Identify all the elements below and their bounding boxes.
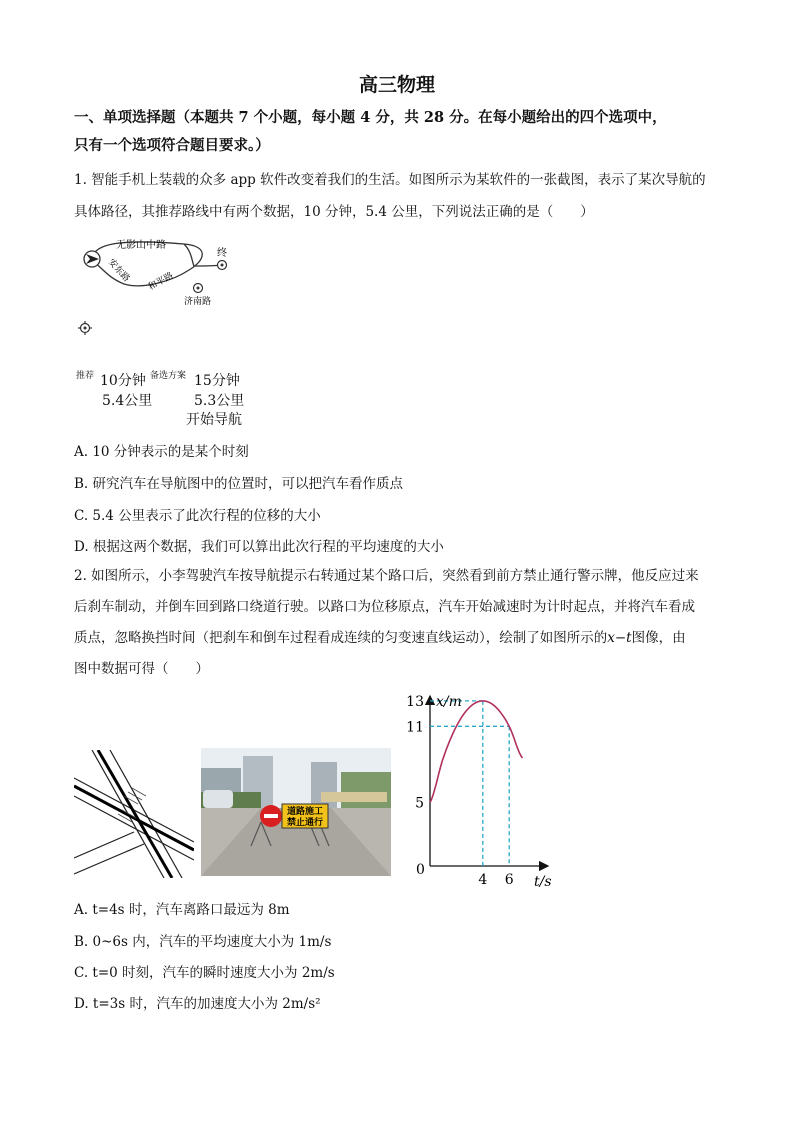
x-tick-label-1: 6 bbox=[504, 872, 514, 888]
y-tick-label-1: 11 bbox=[406, 719, 424, 736]
q2-stem-line3-tail: 图像，由 bbox=[631, 630, 686, 646]
locate-icon bbox=[78, 321, 92, 335]
page-title: 高三物理 bbox=[358, 74, 435, 96]
q2-option-c[interactable]: C. t=0 时刻，汽车的瞬时速度大小为 2m/s bbox=[74, 965, 335, 981]
q2-stem-math: x−t bbox=[607, 630, 632, 646]
q2-option-d[interactable]: D. t=3s 时，汽车的加速度大小为 2m/s² bbox=[74, 996, 321, 1012]
x-tick-label-0: 4 bbox=[478, 872, 488, 888]
x-axis-label: t/s bbox=[534, 874, 552, 890]
y-tick-label-0: 5 bbox=[415, 795, 424, 812]
route-recommend-tag: 推荐 bbox=[76, 371, 95, 381]
q1-option-b[interactable]: B. 研究汽车在导航图中的位置时，可以把汽车看作质点 bbox=[74, 476, 404, 492]
q2-road-photo bbox=[201, 748, 391, 876]
q1-option-d[interactable]: D. 根据这两个数据，我们可以算出此次行程的平均速度的大小 bbox=[74, 539, 444, 555]
map-end-label: 终 bbox=[217, 248, 227, 259]
q1-stem-line1: 1. 智能手机上装载的众多 app 软件改变着我们的生活。如图所示为某软件的一张截图，表示了某次导航的 bbox=[74, 172, 706, 188]
xt-curve bbox=[430, 701, 522, 803]
map-road-label-2: 安东路 bbox=[105, 257, 132, 285]
route-recommend-distance: 5.4公里 bbox=[102, 393, 153, 409]
map-road-label-4: 济南路 bbox=[184, 297, 212, 307]
road-sign-line1: 道路施工 bbox=[286, 807, 324, 817]
q2-stem-line4: 图中数据可得（ ） bbox=[74, 661, 209, 677]
q2-xt-graph bbox=[400, 688, 560, 893]
route-alt-time: 15分钟 bbox=[194, 373, 240, 389]
section-header-line2: 只有一个选项符合题目要求。） bbox=[74, 137, 270, 154]
origin-label: 0 bbox=[416, 862, 425, 878]
q1-option-a[interactable]: A. 10 分钟表示的是某个时刻 bbox=[74, 444, 249, 460]
route-alt-tag: 备选方案 bbox=[150, 371, 187, 381]
q1-option-c[interactable]: C. 5.4 公里表示了此次行程的位移的大小 bbox=[74, 508, 321, 524]
section-header-line1: 一、单项选择题（本题共 7 个小题，每小题 4 分，共 28 分。在每小题给出的四个选项中， bbox=[74, 109, 667, 126]
map-road-label-3: 和平路 bbox=[146, 271, 176, 293]
route-alt-distance: 5.3公里 bbox=[194, 393, 245, 409]
q2-intersection-sketch bbox=[74, 750, 194, 878]
q1-stem-line2: 具体路径，其推荐路线中有两个数据，10 分钟，5.4 公里，下列说法正确的是（ ） bbox=[74, 204, 594, 220]
q2-stem-line1: 2. 如图所示，小李驾驶汽车按导航提示右转通过某个路口后，突然看到前方禁止通行警示牌，他反应过来 bbox=[74, 568, 699, 584]
route-recommend-time: 10分钟 bbox=[100, 373, 146, 389]
q2-stem-line3 bbox=[74, 624, 734, 652]
q2-stem-line2: 后刹车制动，并倒车回到路口绕道行驶。以路口为位移原点，汽车开始减速时为计时起点，并将汽车看成 bbox=[74, 599, 695, 615]
y-axis-label: x/m bbox=[436, 694, 462, 710]
q2-stem-line3-text: 质点，忽略换挡时间（把刹车和倒车过程看成连续的匀变速直线运动），绘制了如图所示的 bbox=[74, 630, 608, 646]
y-tick-label-2: 13 bbox=[406, 693, 424, 710]
map-road-label-1: 无影山中路 bbox=[116, 240, 166, 251]
q1-navigation-map bbox=[74, 232, 264, 347]
road-sign-line2: 禁止通行 bbox=[286, 818, 324, 828]
start-navigation-button[interactable]: 开始导航 bbox=[186, 412, 242, 428]
q2-option-b[interactable]: B. 0~6s 内，汽车的平均速度大小为 1m/s bbox=[74, 934, 332, 950]
q2-option-a[interactable]: A. t=4s 时，汽车离路口最远为 8m bbox=[74, 902, 290, 918]
